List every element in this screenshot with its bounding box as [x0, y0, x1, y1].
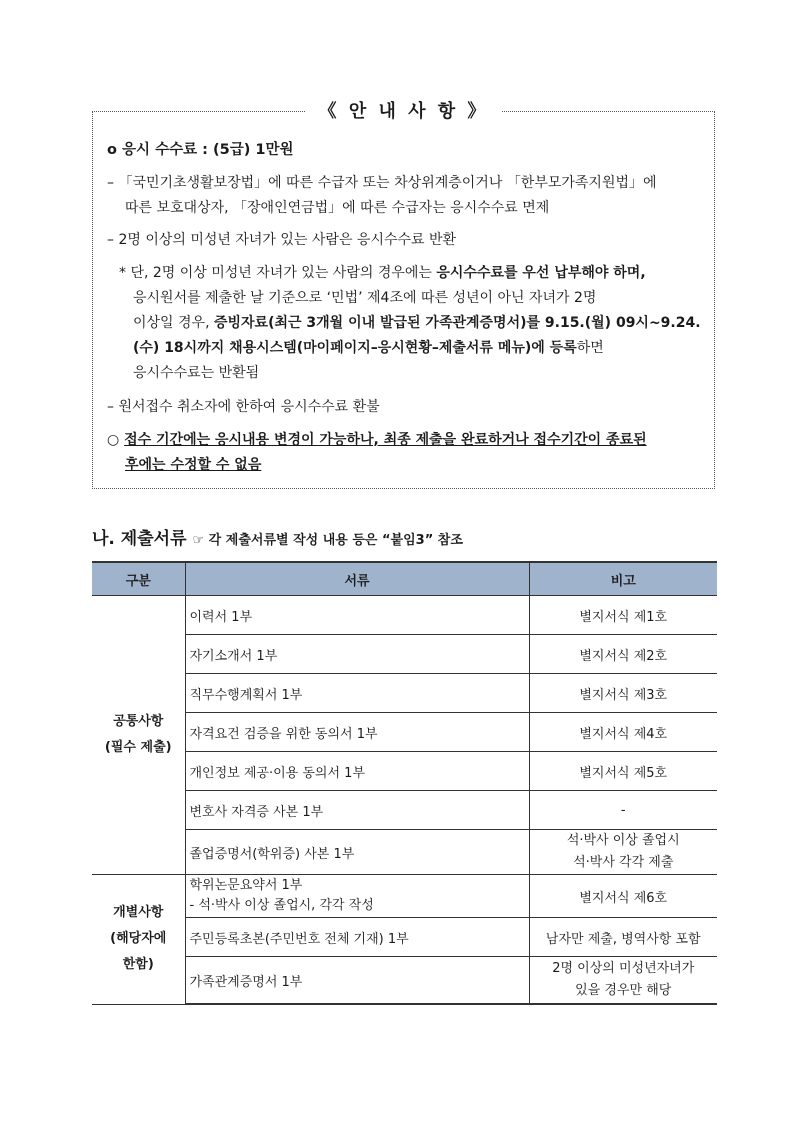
notice-line-4: [119, 261, 646, 286]
doc-cell: 자격요건 검증을 위한 동의서 1부: [185, 713, 529, 752]
doc-cell: [185, 875, 529, 918]
remark-cell: 별지서식 제6호: [529, 875, 717, 918]
group-individual-line-3: 한함): [122, 957, 154, 973]
table-row: [92, 791, 717, 830]
table-row: [92, 674, 717, 713]
remark-line-2: 석·박사 각각 제출: [573, 855, 674, 870]
remark-cell: -: [529, 791, 717, 830]
group-common: [92, 596, 185, 875]
doc-cell: 가족관계증명서 1부: [185, 957, 529, 1005]
doc-cell: 졸업증명서(학위증) 사본 1부: [185, 830, 529, 875]
doc-line-2: - 석·박사 이상 졸업시, 각각 작성: [189, 898, 374, 913]
notice-line-8: 응시수수료는 반환됨: [133, 365, 260, 381]
table-row: [92, 713, 717, 752]
notice-line-6b: 증빙자료(최근 3개월 이내 발급된 가족관계증명서)를 9.15.(월) 09시~9.24.: [213, 315, 701, 331]
group-individual-line-1: 개별사항: [113, 905, 164, 921]
notice-line-5: 응시원서를 제출한 날 기준으로 ‘민법’ 제4조에 따른 성년이 아닌 자녀가 2명: [133, 290, 597, 306]
warning-text-1: 접수 기간에는 응시내용 변경이 가능하나, 최종 제출을 완료하거나 접수기간이 종료된: [124, 432, 647, 448]
remark-cell: 별지서식 제1호: [529, 596, 717, 635]
notice-title-text: 《 안 내 사 항 》: [305, 101, 503, 122]
remark-cell: 별지서식 제4호: [529, 713, 717, 752]
header-category: 구분: [92, 562, 185, 596]
doc-cell: 개인정보 제공·이용 동의서 1부: [185, 752, 529, 791]
header-remarks: 비고: [529, 562, 717, 596]
notice-line-9: – 원서접수 취소자에 한하여 응시수수료 환불: [107, 399, 380, 415]
notice-line-7b: 하면: [576, 340, 604, 356]
table-row: [92, 635, 717, 674]
group-common-line-1: 공통사항: [113, 714, 164, 729]
notice-line-6: [133, 311, 701, 336]
remark-cell: [529, 830, 717, 875]
notice-line-4b: 응시수수료를 우선 납부해야 하며,: [436, 265, 646, 281]
remark-cell: 별지서식 제3호: [529, 674, 717, 713]
table-row: [92, 830, 717, 875]
notice-line-3: – 2명 이상의 미성년 자녀가 있는 사람은 응시수수료 반환: [107, 232, 457, 248]
notice-line-1: – 「국민기초생활보장법」에 따른 수급자 또는 차상위계층이거나 「한부모가족지원법」에: [107, 175, 657, 191]
notice-line-2: 따른 보호대상자, 「장애인연금법」에 따른 수급자는 응시수수료 면제: [125, 200, 550, 216]
doc-cell: 변호사 자격증 사본 1부: [185, 791, 529, 830]
table-row: [92, 957, 717, 1005]
table-row: [92, 596, 717, 635]
notice-line-6a: 이상일 경우,: [133, 315, 214, 331]
remark-cell: [529, 957, 717, 1005]
group-common-line-2: (필수 제출): [104, 740, 172, 755]
warning-line-2: 후에는 수정할 수 없음: [125, 457, 262, 473]
notice-line-7a: (수) 18시까지 채용시스템(마이페이지–응시현황–제출서류 메뉴)에 등록: [133, 340, 577, 356]
remark-line-2: 있을 경우만 해당: [575, 983, 672, 998]
doc-cell: 이력서 1부: [185, 596, 529, 635]
remark-line-1: 석·박사 이상 졸업시: [566, 833, 680, 848]
warning-line-1: [107, 428, 647, 453]
table-header-row: [92, 562, 717, 596]
fee-title: o 응시 수수료 : (5급) 1만원: [107, 142, 294, 158]
remark-cell: 별지서식 제5호: [529, 752, 717, 791]
header-document: 서류: [185, 562, 529, 596]
group-individual: [92, 875, 185, 1005]
notice-line-7: [133, 336, 604, 361]
notice-title: [93, 97, 714, 123]
doc-cell: 자기소개서 1부: [185, 635, 529, 674]
doc-cell: 주민등록초본(주민번호 전체 기재) 1부: [185, 918, 529, 957]
table-row: [92, 875, 717, 918]
doc-cell: 직무수행계획서 1부: [185, 674, 529, 713]
section-note: ☞ 각 제출서류별 작성 내용 등은 “붙임3” 참조: [192, 533, 463, 548]
section-heading: [92, 524, 463, 549]
remark-line-1: 2명 이상의 미성년자녀가: [552, 961, 695, 976]
notice-line-4a: * 단, 2명 이상 미성년 자녀가 있는 사람의 경우에는: [119, 265, 437, 281]
remark-cell: 별지서식 제2호: [529, 635, 717, 674]
notice-box: [92, 101, 715, 489]
table-row: [92, 918, 717, 957]
group-individual-line-2: (해당자에: [110, 931, 167, 947]
section-title: 나. 제출서류: [92, 529, 187, 549]
warning-bullet: ○: [107, 432, 125, 448]
doc-line-1: 학위논문요약서 1부: [189, 878, 303, 893]
remark-cell: 남자만 제출, 병역사항 포함: [529, 918, 717, 957]
table-row: [92, 752, 717, 791]
documents-table: [92, 561, 717, 1005]
